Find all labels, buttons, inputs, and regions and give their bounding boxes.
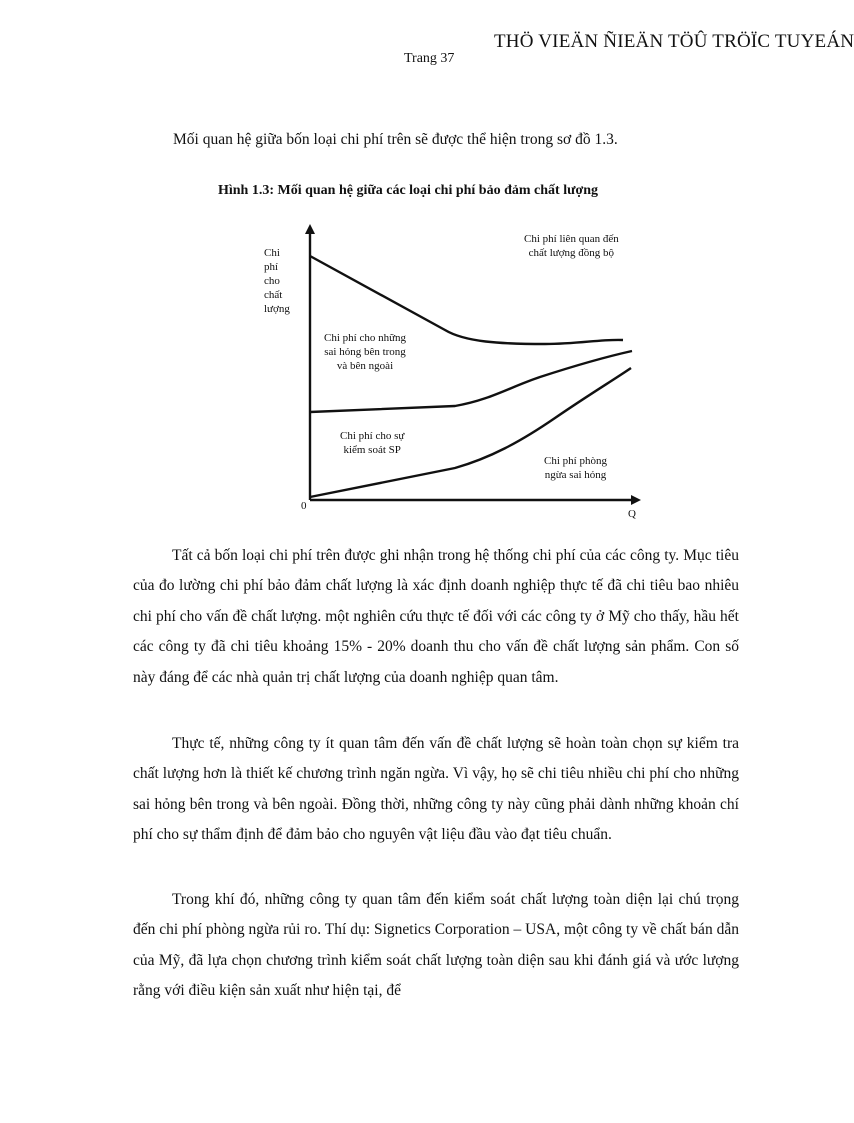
y-axis-label-line: lượng (264, 303, 290, 315)
body-paragraph: Tất cả bốn loại chi phí trên được ghi nhận trong hệ thống chi phí của các công ty. Mục tiêu của đo lường chi phí bảo đảm chất lượng là xác định doanh nghiệp thực tế đã chi tiêu bao nhiêu chi phí cho vấn đề chất lượng. một nghiên cứu thực tế đối với các công ty ở Mỹ cho thấy, hầu hết các công ty đã chi tiêu khoảng 15% - 20% doanh thu cho vấn đề chất lượng sản phẩm. Con số này đáng để các nhà quản trị chất lượng của doanh nghiệp quan tâm. (133, 547, 739, 686)
body-paragraph: Thực tế, những công ty ít quan tâm đến vấn đề chất lượng sẽ hoàn toàn chọn sự kiểm tra chất lượng hơn là thiết kế chương trình ngăn ngừa. Vì vậy, họ sẽ chi tiêu nhiều chi phí cho những sai hỏng bên trong và bên ngoài. Đồng thời, những công ty này cũng phải dành những khoản chí phí cho sự thẩm định để đảm bảo cho nguyên vật liệu đầu vào đạt tiêu chuẩn. (133, 735, 739, 844)
total-cost-label-line: chất lượng đồng bộ (528, 247, 615, 259)
control-cost-label (340, 429, 404, 457)
y-axis-label-line: chất (264, 289, 283, 301)
total-cost-label-line: Chi phí liên quan đến (524, 233, 619, 245)
failure-cost-label (324, 331, 406, 373)
intro-sentence: Mối quan hệ giữa bốn loại chi phí trên sẽ được thể hiện trong sơ đồ 1.3. (173, 131, 618, 148)
y-axis-label-line: Chi (264, 247, 280, 259)
prevention-cost-label (544, 454, 607, 482)
x-axis-label: Q (628, 508, 636, 520)
y-axis-arrow (305, 224, 315, 234)
origin-label: 0 (301, 500, 307, 512)
failure-cost-label-line: sai hỏng bên trong (324, 346, 406, 358)
body-paragraph: Trong khí đó, những công ty quan tâm đến kiểm soát chất lượng toàn diện lại chú trọng đến chi phí phòng ngừa rủi ro. Thí dụ: Signetics Corporation – USA, một công ty về chất bán dẫn của Mỹ, đã lựa chọn chương trình kiểm soát chất lượng toàn diện sau khi đánh giá và ước lượng rằng với điều kiện sản xuất như hiện tại, để (133, 891, 739, 1000)
running-header-title: THÖ VIEÄN ÑIEÄN TÖÛ TRÖÏC TUYEÁN (494, 31, 854, 52)
control-cost-label-line: kiểm soát SP (343, 444, 401, 456)
y-axis-label (264, 246, 290, 316)
failure-cost-label-line: và bên ngoài (336, 360, 394, 372)
prevention-cost-label-line: Chi phí phòng (544, 455, 607, 467)
control-cost-label-line: Chi phí cho sự (340, 430, 405, 442)
y-axis-label-line: cho (264, 275, 280, 287)
total-cost-label (524, 232, 619, 260)
prevention-cost-label-line: ngừa sai hỏng (544, 469, 607, 481)
y-axis-label-line: phí (264, 261, 279, 273)
x-axis-arrow (631, 495, 641, 505)
cost-relationship-diagram (240, 220, 660, 525)
page-number: Trang 37 (404, 51, 455, 66)
figure-title: Hình 1.3: Mối quan hệ giữa các loại chi phí bảo đảm chất lượng (217, 183, 599, 198)
failure-cost-label-line: Chi phí cho những (324, 332, 407, 344)
